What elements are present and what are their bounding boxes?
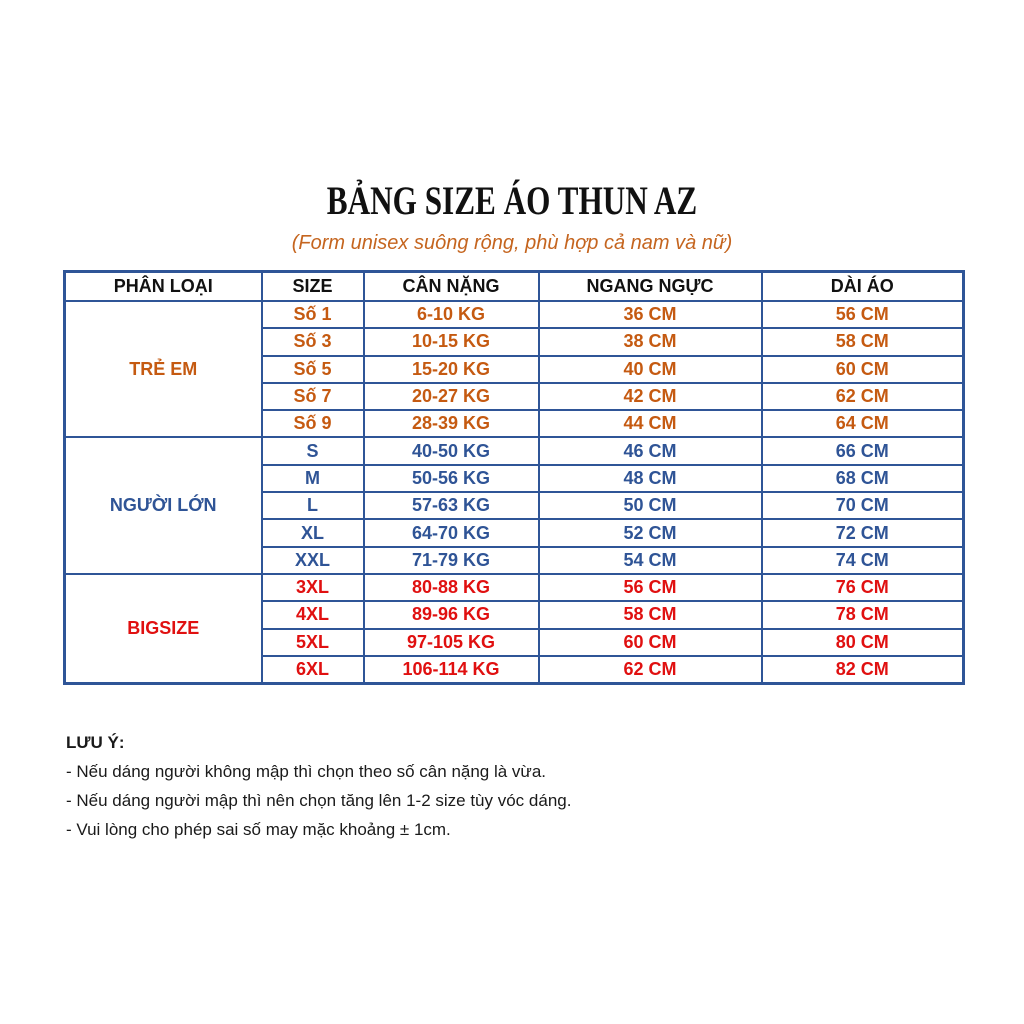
cell-weight: 106-114 KG (364, 656, 539, 684)
cell-chest: 60 CM (539, 629, 762, 656)
cell-size: Số 9 (262, 410, 364, 437)
cell-length: 82 CM (762, 656, 964, 684)
note-item: - Nếu dáng người không mập thì chọn theo số cân nặng là vừa. (66, 762, 546, 781)
cell-weight: 57-63 KG (364, 492, 539, 519)
cell-chest: 62 CM (539, 656, 762, 684)
cell-length: 66 CM (762, 437, 964, 464)
cell-size: Số 5 (262, 356, 364, 383)
cell-length: 64 CM (762, 410, 964, 437)
cell-size: XXL (262, 547, 364, 574)
cell-size: M (262, 465, 364, 492)
notes-title: LƯU Ý: (66, 733, 125, 752)
cell-length: 80 CM (762, 629, 964, 656)
group-label-bigsize: BIGSIZE (65, 574, 262, 684)
table-row (65, 574, 964, 601)
cell-size: L (262, 492, 364, 519)
cell-size: 4XL (262, 601, 364, 628)
cell-chest: 50 CM (539, 492, 762, 519)
cell-chest: 56 CM (539, 574, 762, 601)
cell-weight: 28-39 KG (364, 410, 539, 437)
cell-length: 56 CM (762, 301, 964, 328)
cell-weight: 20-27 KG (364, 383, 539, 410)
header-chest: NGANG NGỰC (539, 272, 762, 302)
cell-chest: 42 CM (539, 383, 762, 410)
cell-length: 76 CM (762, 574, 964, 601)
cell-weight: 64-70 KG (364, 519, 539, 546)
cell-length: 74 CM (762, 547, 964, 574)
cell-chest: 36 CM (539, 301, 762, 328)
cell-size: 3XL (262, 574, 364, 601)
cell-weight: 40-50 KG (364, 437, 539, 464)
cell-size: XL (262, 519, 364, 546)
notes-section (66, 728, 571, 844)
cell-chest: 48 CM (539, 465, 762, 492)
cell-length: 72 CM (762, 519, 964, 546)
cell-chest: 38 CM (539, 328, 762, 355)
cell-weight: 15-20 KG (364, 356, 539, 383)
note-item: - Nếu dáng người mập thì nên chọn tăng lên 1-2 size tùy vóc dáng. (66, 791, 572, 810)
cell-chest: 46 CM (539, 437, 762, 464)
cell-size: Số 1 (262, 301, 364, 328)
cell-weight: 71-79 KG (364, 547, 539, 574)
cell-size: S (262, 437, 364, 464)
header-weight: CÂN NẶNG (364, 272, 539, 302)
cell-chest: 44 CM (539, 410, 762, 437)
cell-size: 6XL (262, 656, 364, 684)
group-label-kids: TRẺ EM (65, 301, 262, 437)
cell-length: 78 CM (762, 601, 964, 628)
page-title: BẢNG SIZE ÁO THUN AZ (326, 178, 698, 223)
cell-length: 68 CM (762, 465, 964, 492)
page-subtitle: (Form unisex suông rộng, phù hợp cả nam và nữ) (291, 232, 733, 254)
header-length: DÀI ÁO (762, 272, 964, 302)
cell-weight: 80-88 KG (364, 574, 539, 601)
cell-size: Số 3 (262, 328, 364, 355)
table-row (65, 437, 964, 464)
table-header-row (65, 272, 964, 302)
cell-chest: 40 CM (539, 356, 762, 383)
cell-chest: 58 CM (539, 601, 762, 628)
cell-chest: 52 CM (539, 519, 762, 546)
cell-length: 58 CM (762, 328, 964, 355)
cell-length: 70 CM (762, 492, 964, 519)
cell-length: 60 CM (762, 356, 964, 383)
table-row (65, 301, 964, 328)
cell-weight: 89-96 KG (364, 601, 539, 628)
header-size: SIZE (262, 272, 364, 302)
cell-weight: 50-56 KG (364, 465, 539, 492)
cell-weight: 10-15 KG (364, 328, 539, 355)
size-table (63, 270, 965, 685)
cell-weight: 6-10 KG (364, 301, 539, 328)
group-label-adult: NGƯỜI LỚN (65, 437, 262, 573)
cell-length: 62 CM (762, 383, 964, 410)
cell-size: 5XL (262, 629, 364, 656)
cell-chest: 54 CM (539, 547, 762, 574)
header-category: PHÂN LOẠI (65, 272, 262, 302)
cell-size: Số 7 (262, 383, 364, 410)
cell-weight: 97-105 KG (364, 629, 539, 656)
note-item: - Vui lòng cho phép sai số may mặc khoảng ± 1cm. (66, 820, 451, 839)
